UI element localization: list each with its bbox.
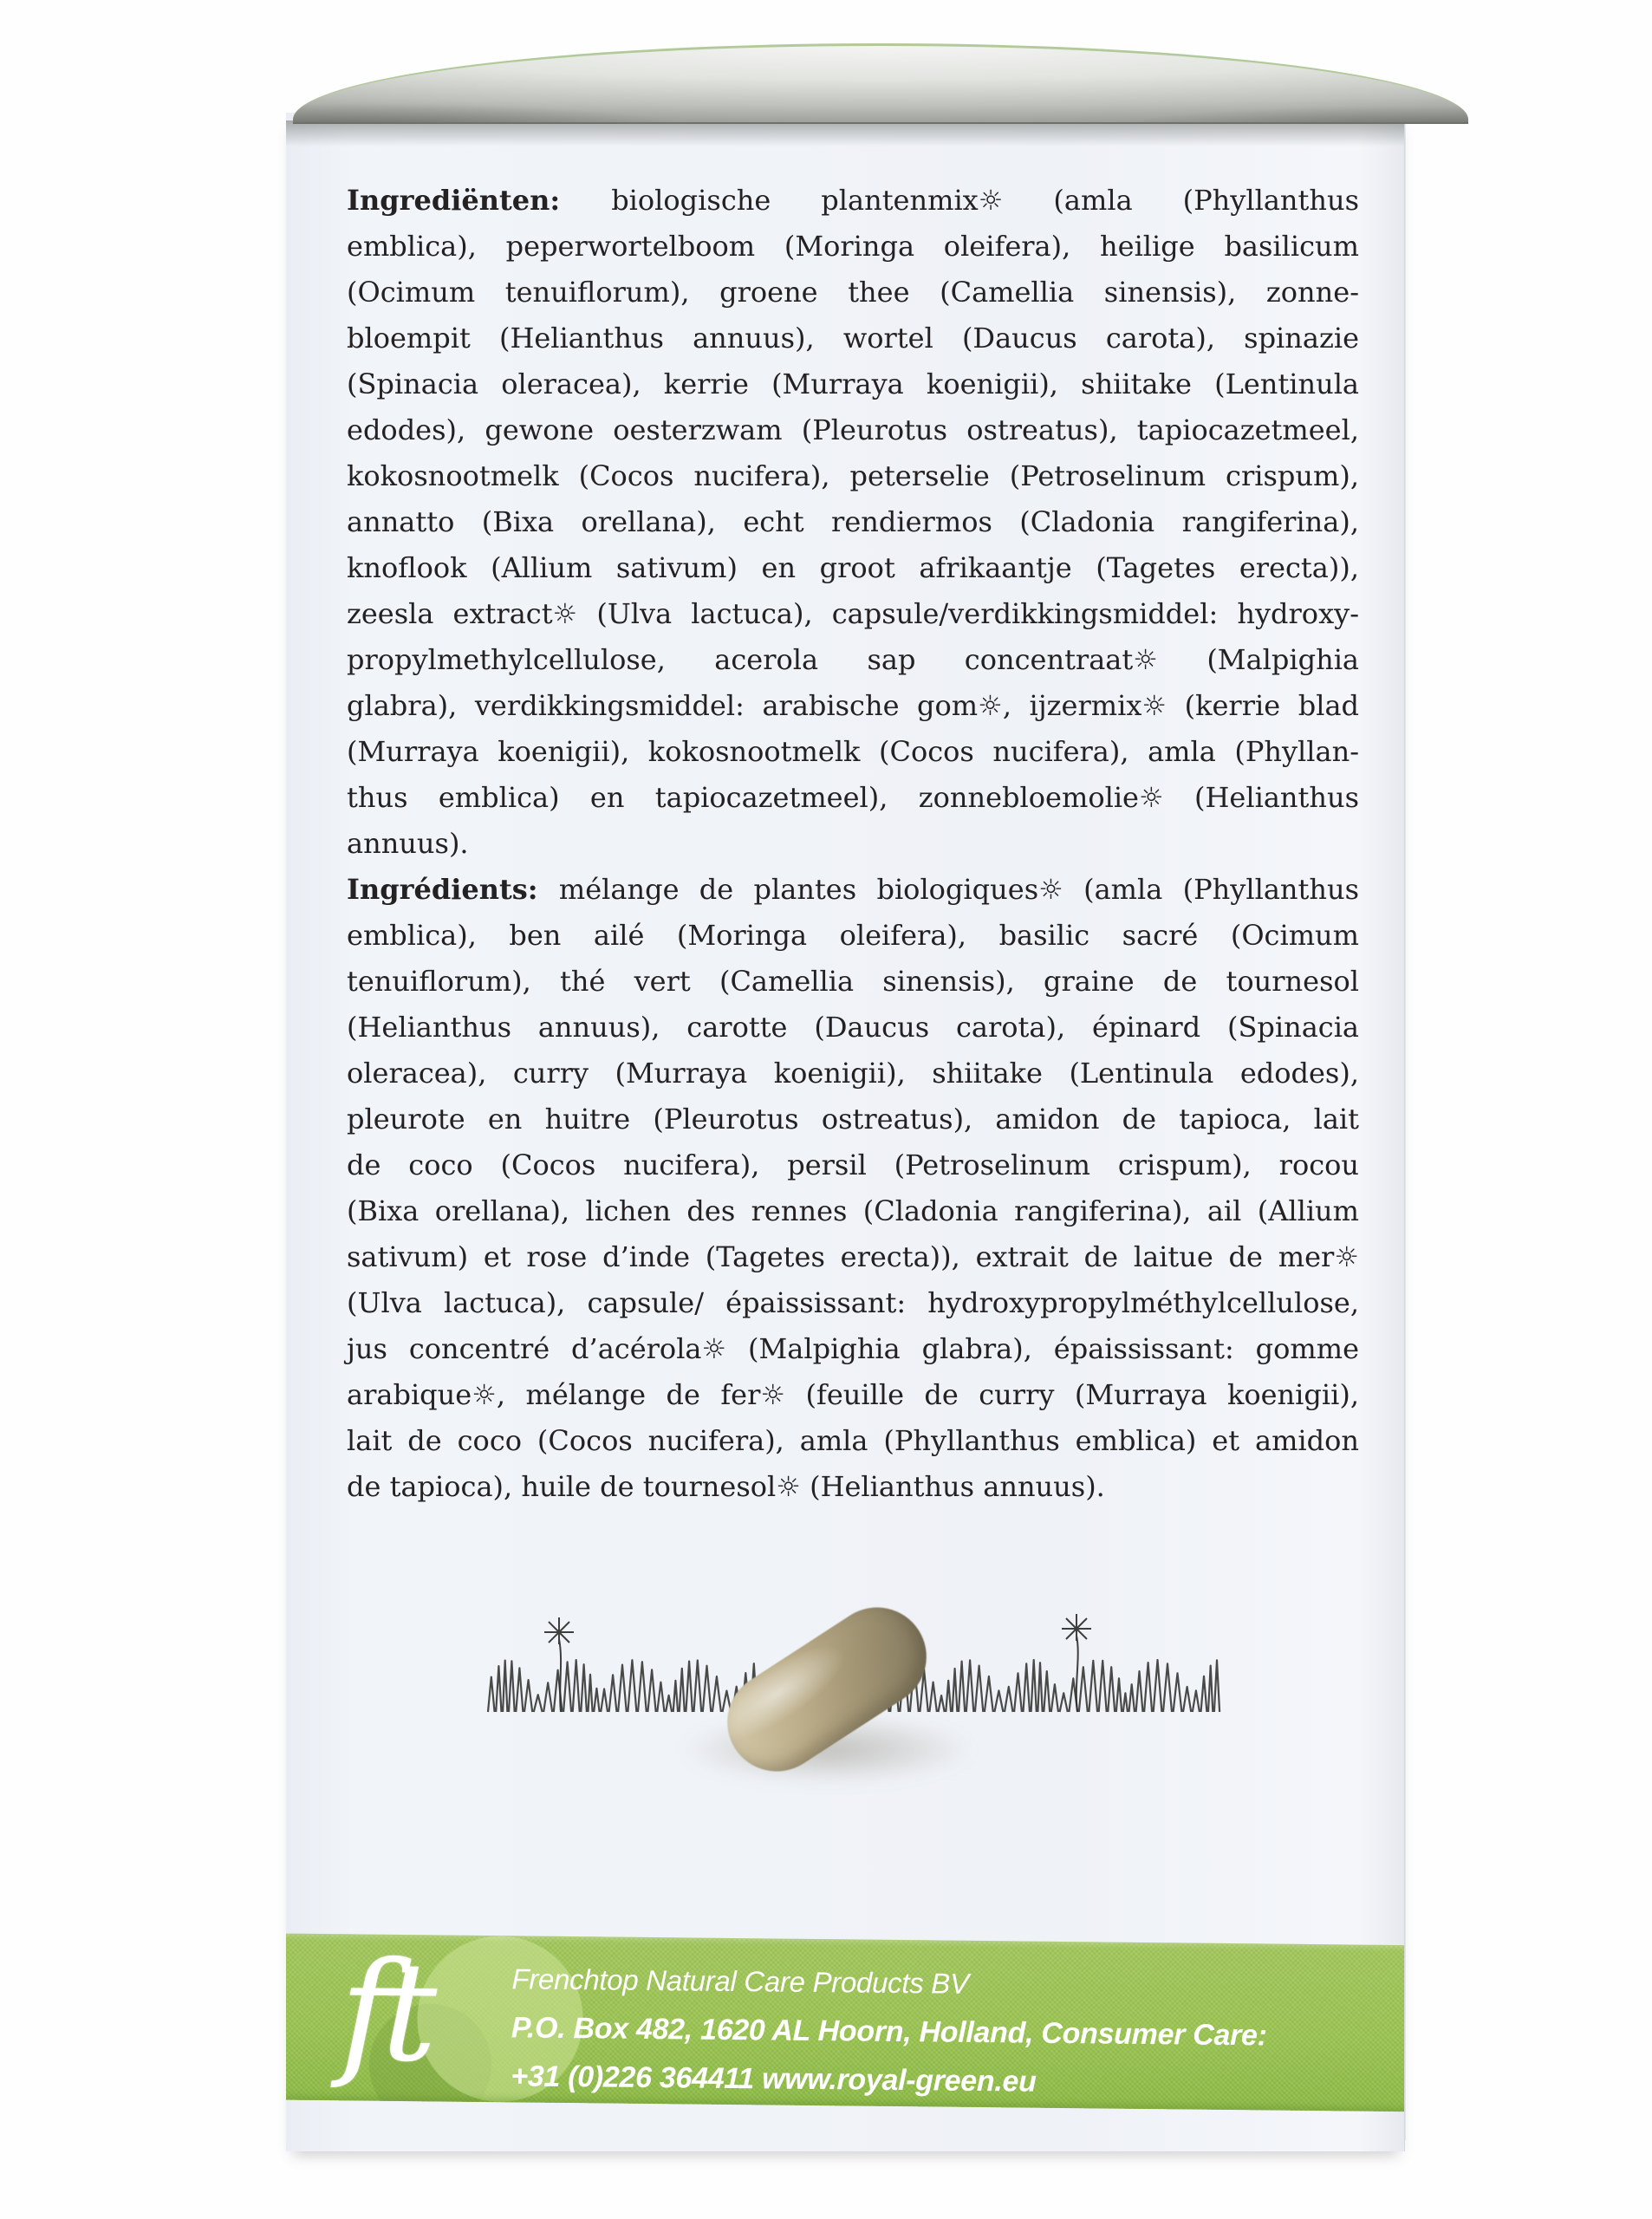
ingredients-line: propylmethylcellulose, acerola sap concentraat☼ (Malpighia [347, 643, 1359, 676]
ingredients-line: bloempit (Helianthus annuus), wortel (Daucus carota), spinazie [347, 322, 1359, 355]
ingredients-line: edodes), gewone oesterzwam (Pleurotus ostreatus), tapiocazetmeel, [347, 413, 1359, 446]
ingredients-line: thus emblica) en tapiocazetmeel), zonnebloemolie☼ (Helianthus [347, 781, 1359, 814]
flap-fold-shadow [286, 120, 1404, 146]
box-front-panel [286, 113, 1405, 2151]
ingredients-line: (Helianthus annuus), carotte (Daucus carota), épinard (Spinacia [347, 1011, 1359, 1044]
ingredients-line: glabra), verdikkingsmiddel: arabische gom☼, ijzermix☼ (kerrie blad [347, 689, 1359, 722]
ingredients-line: tenuiflorum), thé vert (Camellia sinensis), graine de tournesol [347, 965, 1359, 998]
company-contact: +31 (0)226 364411 www.royal-green.eu [511, 2060, 1037, 2099]
ingredients-line: emblica), peperwortelboom (Moringa oleifera), heilige basilicum [347, 230, 1359, 263]
grass-doodle-drawing [481, 1599, 1252, 1738]
ingredients-line: (Ulva lactuca), capsule/ épaississant: hydroxypropylméthylcellulose, [347, 1286, 1359, 1319]
company-name: Frenchtop Natural Care Products BV [511, 1962, 969, 2000]
ingredients-line: de tapioca), huile de tournesol☼ (Helianthus annuus). [347, 1470, 1105, 1503]
capsule-image [708, 1589, 945, 1791]
flower-doodle-right-icon [1062, 1614, 1091, 1712]
ingredients-line: oleracea), curry (Murraya koenigii), shiitake (Lentinula edodes), [347, 1057, 1359, 1090]
ingredients-line: de coco (Cocos nucifera), persil (Petroselinum crispum), rocou [347, 1149, 1359, 1181]
ingredients-paragraph-dutch [347, 178, 1359, 867]
ingredients-line: (Murraya koenigii), kokosnootmelk (Cocos nucifera), amla (Phyllan- [347, 735, 1359, 768]
ingredients-line: annatto (Bixa orellana), echt rendiermos (Cladonia rangiferina), [347, 505, 1359, 538]
ingredients-line: annuus). [347, 827, 469, 860]
ingredients-line: sativum) et rose d’inde (Tagetes erecta)), extrait de laitue de mer☼ [347, 1240, 1359, 1273]
ingredients-line: kokosnootmelk (Cocos nucifera), peterselie (Petroselinum crispum), [347, 459, 1359, 492]
capsule-shadow [680, 1715, 975, 1784]
ingredients-line: jus concentré d’acérola☼ (Malpighia glabra), épaississant: gomme [347, 1332, 1359, 1365]
ingredients-line: arabique☼, mélange de fer☼ (feuille de curry (Murraya koenigii), [347, 1378, 1359, 1411]
ingredients-paragraph-french [347, 867, 1359, 1510]
ingredients-line: lait de coco (Cocos nucifera), amla (Phyllanthus emblica) et amidon [347, 1424, 1359, 1457]
company-address: P.O. Box 482, 1620 AL Hoorn, Holland, Consumer Care: [511, 2011, 1267, 2053]
ingredients-line: Ingrediënten: biologische plantenmix☼ (amla (Phyllanthus [347, 184, 1360, 217]
frenchtop-ft-logo: ft [339, 1932, 430, 2093]
box-top-flap [293, 43, 1468, 122]
grass-clump-left-icon [488, 1660, 757, 1712]
ingredients-line: (Bixa orellana), lichen des rennes (Cladonia rangiferina), ail (Allium [347, 1194, 1359, 1227]
ingredients-line: Ingrédients: mélange de plantes biologiques☼ (amla (Phyllanthus [347, 873, 1360, 906]
footer-company-info [511, 1955, 1268, 2108]
grass-clump-right-icon [867, 1660, 1219, 1712]
ingredients-line: (Ocimum tenuiflorum), groene thee (Camellia sinensis), zonne- [347, 276, 1359, 309]
flower-doodle-left-icon [544, 1617, 574, 1712]
ingredients-text-block [347, 178, 1359, 1510]
ingredients-line: emblica), ben ailé (Moringa oleifera), basilic sacré (Ocimum [347, 919, 1359, 952]
ingredients-line: pleurote en huitre (Pleurotus ostreatus), amidon de tapioca, lait [347, 1103, 1359, 1136]
footer-band [286, 1934, 1405, 2112]
ingredients-line: zeesla extract☼ (Ulva lactuca), capsule/verdikkingsmiddel: hydroxy- [347, 597, 1359, 630]
ingredients-line: knoflook (Allium sativum) en groot afrikaantje (Tagetes erecta)), [347, 551, 1359, 584]
ingredients-line: (Spinacia oleracea), kerrie (Murraya koenigii), shiitake (Lentinula [347, 368, 1359, 400]
